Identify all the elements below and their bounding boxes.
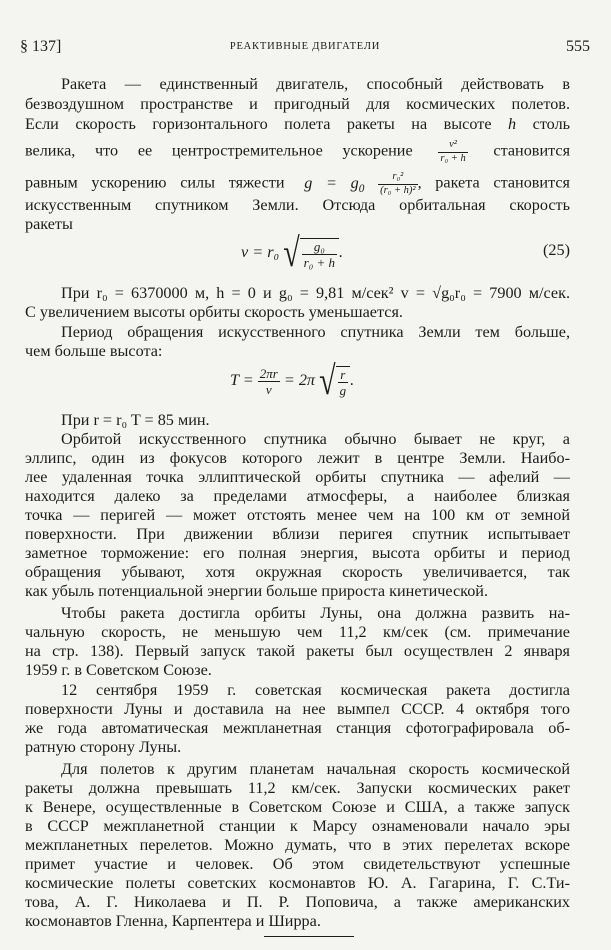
running-title: РЕАКТИВНЫЕ ДВИГАТЕЛИ [229, 41, 381, 52]
text-line: Ракета — единственный двигатель, способный действовать в [61, 75, 570, 93]
equation-period: T = $\frac{2\pi r}{v}$ = 2π √ $\frac{r}{g}$ . [230, 358, 355, 404]
text-line: примет участие и человек. Об этом свидетельствуют успешные [25, 855, 570, 873]
text-line: При r₀ = 6370000 м, h = 0 и g₀ = 9,81 м/сек² v = √g₀r₀ = 7900 м/сек. [61, 284, 570, 302]
sqrt-symbol: √ $\frac{r}{g}$ [319, 366, 350, 397]
text-line: чальную скорость, не меньшую чем 11,2 км/сек (см. примечание [25, 623, 570, 641]
text-line: межпланетных перелетов. Можно думать, что в этих перелетах вскоре [25, 836, 570, 854]
end-rule [264, 936, 354, 937]
text-line: как убыль потенциальной энергии больше прироста кинетической. [25, 582, 489, 600]
text-line: на стр. 138). Первый запуск такой ракеты был осуществлен 2 января [25, 642, 570, 660]
text-line: к Венере, осуществленные в Советском Союзе и США, а также запуск [25, 798, 570, 816]
text-line: точка — перигей — может отстоять менее чем на 100 км от земной [25, 506, 570, 524]
text-line: безвоздушном пространстве и пригодный для космических полетов. [25, 95, 570, 113]
text-line: ракеты должна превышать 11,2 км/сек. Запуски космических ракет [25, 779, 570, 797]
text-line: искусственным спутником Земли. Отсюда орбитальная скорость [25, 196, 570, 214]
gravity-fraction: $\frac{\text{r₀²}}{\text{(r₀ + h)²}}$ [380, 171, 416, 196]
section-ref: § 137] [20, 38, 62, 55]
text-line: 1959 г. в Советском Союзе. [25, 661, 212, 679]
text-line: ратную сторону Луны. [25, 738, 182, 756]
equation-25: v = r₀ √ $\frac{\text{g₀}}{\text{r₀ + h}}$ . (25) [241, 230, 570, 276]
text-line: в СССР межпланетной станции к Марсу ознаменовали начало эры [25, 817, 570, 835]
text-line: При r = r₀ T = 85 мин. [61, 411, 210, 429]
text-line: поверхности Луны и доставила на нее вымпел СССР. 4 октября того [25, 700, 570, 718]
centripetal-fraction: $\frac{\text{v²}}{\text{r₀ + h}}$ [440, 139, 466, 164]
text-line: чем больше высота: [25, 342, 163, 360]
text-line: това, А. Г. Николаева и П. Р. Поповича, а также американских [25, 893, 570, 911]
text-line: велика, что ее центростремительное ускорение $\frac{\text{v²}}{\text{r₀ + h}}$ становится [25, 139, 571, 164]
text-line: Орбитой искусственного спутника обычно бывает не круг, а [61, 430, 570, 448]
text-line: космические полеты советских космонавтов Ю. А. Гагарина, Г. С.Ти- [25, 874, 570, 892]
page-header [20, 38, 590, 58]
text-line: ракеты [25, 215, 73, 233]
text-line: Для полетов к другим планетам начальная скорость космической [61, 760, 570, 778]
text-line: эллипс, один из фокусов которого лежит в центре Земли. Наибо- [25, 449, 570, 467]
text-line: обращения убывают, хотя окружная скорость увеличивается, так [25, 563, 570, 581]
text-line: Чтобы ракета достигла орбиты Луны, она должна развить на- [61, 604, 570, 622]
text-line: находится далеко за пределами атмосферы, а наиболее близкая [25, 487, 570, 505]
text-line: космонавтов Гленна, Карпентера и Ширра. [25, 912, 321, 930]
text-line: Период обращения искусственного спутника Земли тем больше, [61, 323, 570, 341]
page-number: 555 [566, 38, 590, 55]
text-line: поверхности. При движении вблизи перигея спутник испытывает [25, 525, 570, 543]
text-line: же года автоматическая межпланетная станция сфотографировала об- [25, 719, 570, 737]
text-line: равным ускорению силы тяжести $g = g_0$ $\frac{\text{r₀²}}{\text{(r₀ + h)²}}$ , ракета становится [25, 171, 570, 196]
text-line: заметное торможение: его полная энергия, высота орбиты и период [25, 544, 570, 562]
text-line: С увеличением высоты орбиты скорость уменьшается. [25, 303, 403, 321]
text-line: лее удаленная точка эллиптической орбиты спутника — афелий — [25, 468, 570, 486]
equation-number: (25) [543, 241, 570, 259]
text-line: Если скорость горизонтального полета ракеты на высоте h столь [25, 115, 571, 133]
text-line: 12 сентября 1959 г. советская космическая ракета достигла [61, 681, 570, 699]
sqrt-symbol: √ $\frac{\text{g₀}}{\text{r₀ + h}}$ [283, 238, 339, 269]
